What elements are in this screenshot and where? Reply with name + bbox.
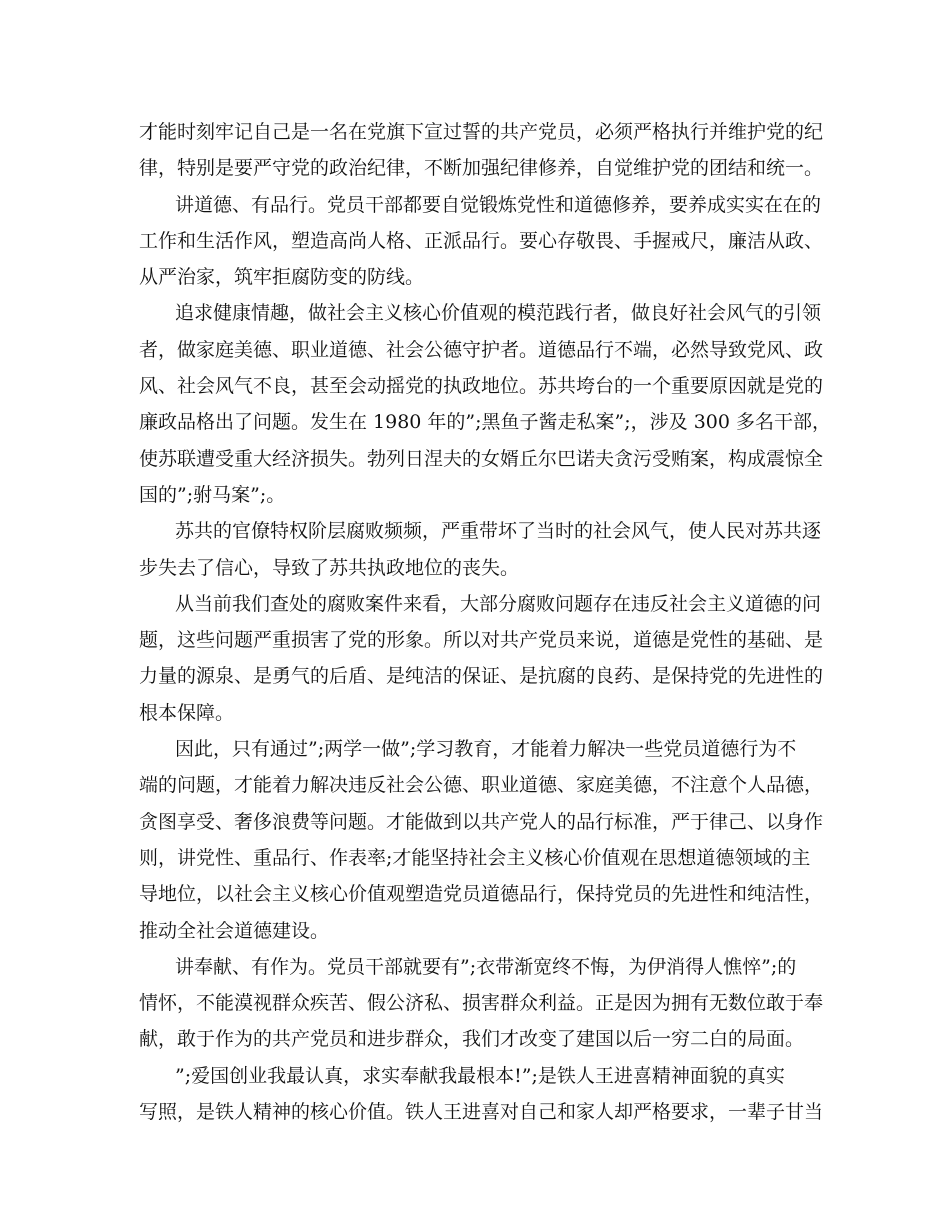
text-line: 者，做家庭美德、职业道德、社会公德守护者。道德品行不端，必然导致党风、政 — [139, 338, 824, 361]
text-line: 风、社会风气不良，甚至会动摇党的执政地位。苏共垮台的一个重要原因就是党的 — [139, 375, 824, 398]
text-line: 力量的源泉、是勇气的后盾、是纯洁的保证、是抗腐的良药、是保持党的先进性的 — [139, 665, 824, 688]
text-line: 步失去了信心，导致了苏共执政地位的丧失。 — [139, 556, 520, 579]
document-body — [139, 114, 832, 1130]
text-line: 工作和生活作风，塑造高尚人格、正派品行。要心存敬畏、手握戒尺，廉洁从政、 — [139, 229, 824, 252]
text-line: 从严治家，筑牢拒腐防变的防线。 — [139, 266, 425, 289]
text-line: 讲道德、有品行。党员干部都要自觉锻炼党性和道德修养，要养成实实在在的 — [175, 193, 822, 216]
text-line: 情怀，不能漠视群众疾苦、假公济私、损害群众利益。正是因为拥有无数位敢于奉 — [139, 992, 824, 1015]
text-line: 律，特别是要严守党的政治纪律，不断加强纪律修养，自觉维护党的团结和统一。 — [139, 157, 824, 180]
text-line: 推动全社会道德建设。 — [139, 919, 330, 942]
text-line: 廉政品格出了问题。发生在 1980 年的”;黑鱼子酱走私案”;，涉及 300 多名干部， — [139, 411, 832, 434]
text-line: 根本保障。 — [139, 701, 235, 724]
text-line: 题，这些问题严重损害了党的形象。所以对共产党员来说，道德是党性的基础、是 — [139, 629, 824, 652]
text-line: 国的”;驸马案”;。 — [139, 483, 286, 506]
text-line: 则，讲党性、重品行、作表率;才能坚持社会主义核心价值观在思想道德领域的主 — [139, 846, 811, 869]
text-line: 因此，只有通过”;两学一做”;学习教育，才能着力解决一些党员道德行为不 — [175, 738, 797, 761]
text-line: 导地位，以社会主义核心价值观塑造党员道德品行，保持党员的先进性和纯洁性， — [139, 883, 824, 906]
text-line: 讲奉献、有作为。党员干部就要有”;衣带渐宽终不悔，为伊消得人憔悴”;的 — [175, 955, 797, 978]
text-line: 献，敢于作为的共产党员和进步群众，我们才改变了建国以后一穷二白的局面。 — [139, 1028, 805, 1051]
text-line: ”;爱国创业我最认真，求实奉献我最根本!”;是铁人王进喜精神面貌的真实 — [175, 1064, 785, 1087]
text-line: 使苏联遭受重大经济损失。勃列日涅夫的女婿丘尔巴诺夫贪污受贿案，构成震惊全 — [139, 447, 824, 470]
text-line: 追求健康情趣，做社会主义核心价值观的模范践行者，做良好社会风气的引领 — [175, 302, 822, 325]
text-line: 苏共的官僚特权阶层腐败频频，严重带坏了当时的社会风气，使人民对苏共逐 — [175, 520, 822, 543]
text-line: 从当前我们查处的腐败案件来看，大部分腐败问题存在违反社会主义道德的问 — [175, 592, 822, 615]
text-line: 写照，是铁人精神的核心价值。铁人王进喜对自己和家人却严格要求，一辈子甘当 — [139, 1101, 824, 1124]
text-line: 贪图享受、奢侈浪费等问题。才能做到以共产党人的品行标准，严于律己、以身作 — [139, 810, 824, 833]
text-line: 端的问题，才能着力解决违反社会公德、职业道德、家庭美德，不注意个人品德， — [139, 774, 824, 797]
text-line: 才能时刻牢记自己是一名在党旗下宣过誓的共产党员，必须严格执行并维护党的纪 — [139, 121, 824, 143]
